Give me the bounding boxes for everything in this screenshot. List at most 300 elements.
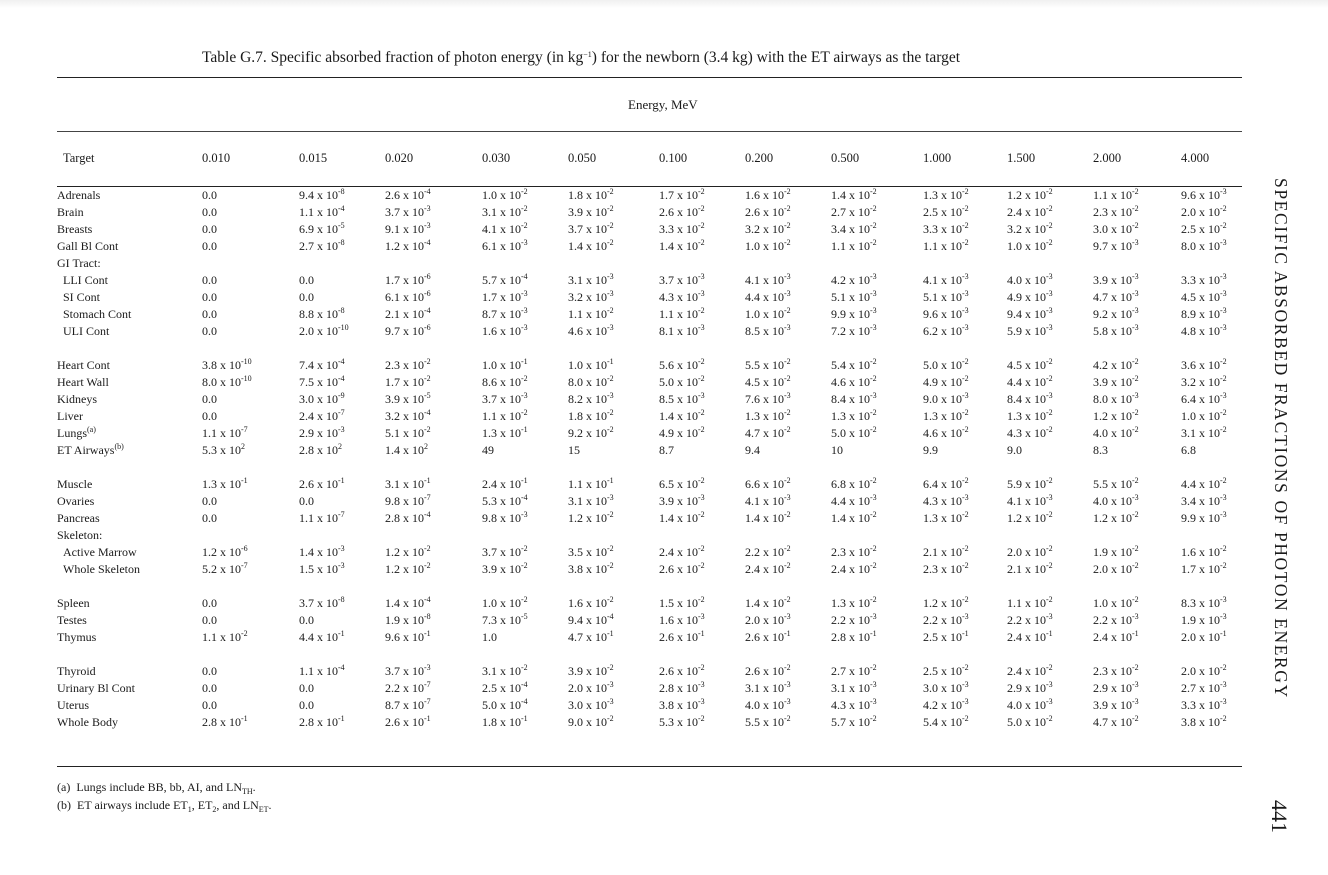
value-cell: 2.0 x $10^{-1}$ [1181,629,1227,644]
energy-column-header: 0.020 [385,151,414,165]
energy-column-header: 0.500 [831,151,860,165]
value-cell: 0.0 [299,613,314,627]
value-cell: 3.3 x $10^{-2}$ [659,221,705,236]
value-cell: 5.9 x $10^{-3}$ [1007,323,1053,338]
value-cell: 2.5 x $10^{-4}$ [482,680,528,695]
value-cell: 1.7 x $10^{-2}$ [1181,561,1227,576]
value-cell: 2.6 x $10^{-2}$ [745,663,791,678]
value-cell: 0.0 [202,273,217,287]
value-cell: 4.4 x $10^{-3}$ [831,493,877,508]
value-cell: 0.0 [299,698,314,712]
value-cell: 8.4 x $10^{-3}$ [831,391,877,406]
value-cell: 1.3 x $10^{-2}$ [923,510,969,525]
table-caption: Table G.7. Specific absorbed fraction of photon energy (in $kg^{-1}$) for the newborn (3.4 kg) with the ET airways as the target [202,49,961,66]
value-cell: 3.9 x $10^{-2}$ [568,204,614,219]
row-label: Pancreas [57,511,100,525]
value-cell: 9.6 x $10^{-3}$ [923,306,969,321]
row-label: Breasts [57,222,93,236]
value-cell: 3.0 x $10^{-2}$ [1093,221,1139,236]
value-cell: 5.1 x $10^{-2}$ [385,425,431,440]
row-label: Urinary Bl Cont [57,681,135,695]
value-cell: 1.3 x $10^{-2}$ [923,408,969,423]
value-cell: 1.2 x $10^{-2}$ [1007,510,1053,525]
table-row [57,408,1242,425]
value-cell: 8.0 x $10^{-10}$ [202,374,252,389]
footnote-b: (b) ET airways include $ET_1$, $ET_2$, and $LN_{ET}$. [57,798,272,814]
energy-column-header: 4.000 [1181,151,1210,165]
value-cell: 8.3 x $10^{-3}$ [1181,595,1227,610]
value-cell: 1.2 x $10^{-2}$ [1093,510,1139,525]
value-cell: 3.7 x $10^{-3}$ [482,391,528,406]
value-cell: 3.7 x $10^{-2}$ [568,221,614,236]
value-cell: 3.1 x $10^{-2}$ [482,663,528,678]
footnote-ref: (a) [87,425,96,434]
value-cell: 9.8 x $10^{-7}$ [385,493,431,508]
table-row [57,374,1242,391]
value-cell: 1.5 x $10^{-2}$ [659,595,705,610]
value-cell: 9.7 x $10^{-3}$ [1093,238,1139,253]
energy-column-header: 0.010 [202,151,231,165]
value-cell: 4.1 x $10^{-3}$ [923,272,969,287]
value-cell: 2.5 x $10^{-2}$ [1181,221,1227,236]
value-cell: 0.0 [202,205,217,219]
value-cell: 5.6 x $10^{-2}$ [659,357,705,372]
table-row [57,561,1242,578]
value-cell: 0.0 [202,324,217,338]
value-cell: 1.1 x $10^{-2}$ [482,408,528,423]
value-cell: 0.0 [202,307,217,321]
value-cell: 1.1 x $10^{-7}$ [202,425,248,440]
value-cell: 3.7 x $10^{-8}$ [299,595,345,610]
value-cell: 8.5 x $10^{-3}$ [745,323,791,338]
table-row [57,714,1242,731]
value-cell: 5.1 x $10^{-3}$ [831,289,877,304]
table-row [57,425,1242,442]
value-cell: 0.0 [202,698,217,712]
value-cell: 2.5 x $10^{-1}$ [923,629,969,644]
table-row [57,680,1242,697]
footnote-ref: (b) [114,442,124,451]
value-cell: 1.2 x $10^{-2}$ [568,510,614,525]
value-cell: 0.0 [202,392,217,406]
value-cell: 1.4 x $10^{-4}$ [385,595,431,610]
value-cell: 1.1 x $10^{-2}$ [1007,595,1053,610]
value-cell: 1.1 x $10^{-2}$ [659,306,705,321]
value-cell: 4.7 x $10^{-1}$ [568,629,614,644]
value-cell: 3.1 x $10^{-3}$ [568,493,614,508]
row-label: SI Cont [63,290,101,304]
value-cell: 4.6 x $10^{-2}$ [923,425,969,440]
value-cell: 2.3 x $10^{-2}$ [923,561,969,576]
value-cell: 3.5 x $10^{-2}$ [568,544,614,559]
table-row [57,255,1242,272]
spacer-row [57,340,1242,357]
energy-column-header: 0.100 [659,151,688,165]
value-cell: 9.9 x $10^{-3}$ [831,306,877,321]
value-cell: 1.9 x $10^{-2}$ [1093,544,1139,559]
value-cell: 2.4 x $10^{-1}$ [1007,629,1053,644]
row-label: Brain [57,205,84,219]
value-cell: 4.9 x $10^{-2}$ [923,374,969,389]
value-cell: 9.7 x $10^{-6}$ [385,323,431,338]
value-cell: 9.0 [1007,443,1022,457]
row-label: Spleen [57,596,90,610]
value-cell: 4.0 x $10^{-3}$ [745,697,791,712]
value-cell: 0.0 [202,613,217,627]
value-cell: 1.3 x $10^{-1}$ [202,476,248,491]
value-cell: 0.0 [202,664,217,678]
value-cell: 7.6 x $10^{-3}$ [745,391,791,406]
value-cell: 2.8 x $10^{-1}$ [299,714,345,729]
value-cell: 2.9 x $10^{-3}$ [1093,680,1139,695]
absorbed-fraction-table [57,147,1242,731]
value-cell: 1.2 x $10^{-2}$ [385,561,431,576]
value-cell: 1.2 x $10^{-2}$ [1007,187,1053,202]
table-row [57,391,1242,408]
row-label: Skeleton: [57,528,103,542]
table-row [57,272,1242,289]
scan-edge [0,0,1328,8]
value-cell: 1.4 x $10^{-3}$ [299,544,345,559]
row-label: ULI Cont [63,324,110,338]
value-cell: 1.4 x $10^{-2}$ [659,238,705,253]
row-label: Heart Wall [57,375,109,389]
value-cell: 1.6 x $10^{-2}$ [745,187,791,202]
value-cell: 6.8 x $10^{-2}$ [831,476,877,491]
value-cell: 1.3 x $10^{-2}$ [745,408,791,423]
value-cell: 0.0 [202,511,217,525]
energy-column-header: 0.050 [568,151,597,165]
value-cell: 1.2 x $10^{-4}$ [385,238,431,253]
table-row [57,221,1242,238]
value-cell: 8.1 x $10^{-3}$ [659,323,705,338]
value-cell: 4.0 x $10^{-3}$ [1093,493,1139,508]
value-cell: 7.4 x $10^{-4}$ [299,357,345,372]
value-cell: 5.8 x $10^{-3}$ [1093,323,1139,338]
row-label: Kidneys [57,392,97,406]
value-cell: 0.0 [299,273,314,287]
value-cell: 5.0 x $10^{-2}$ [923,357,969,372]
table-row [57,323,1242,340]
value-cell: 1.0 x $10^{-2}$ [745,238,791,253]
value-cell: 6.1 x $10^{-3}$ [482,238,528,253]
value-cell: 2.7 x $10^{-8}$ [299,238,345,253]
value-cell: 9.8 x $10^{-3}$ [482,510,528,525]
value-cell: 8.0 x $10^{-3}$ [1181,238,1227,253]
value-cell: 2.9 x $10^{-3}$ [1007,680,1053,695]
row-label: Whole Body [57,715,118,729]
value-cell: 6.4 x $10^{-3}$ [1181,391,1227,406]
value-cell: 6.9 x $10^{-5}$ [299,221,345,236]
value-cell: 3.2 x $10^{-2}$ [745,221,791,236]
value-cell: 2.0 x $10^{-2}$ [1181,663,1227,678]
value-cell: 2.6 x $10^{-2}$ [659,561,705,576]
table-row [57,204,1242,221]
value-cell: 1.1 x $10^{-7}$ [299,510,345,525]
value-cell: 15 [568,443,580,457]
table-row [57,289,1242,306]
value-cell: 3.0 x $10^{-9}$ [299,391,345,406]
value-cell: 1.4 x $10^{-2}$ [831,510,877,525]
energy-column-header: 0.200 [745,151,774,165]
energy-column-header: 1.500 [1007,151,1036,165]
value-cell: 3.8 x $10^{-2}$ [568,561,614,576]
value-cell: 2.8 x $10^{-1}$ [831,629,877,644]
energy-column-header: 0.015 [299,151,328,165]
row-label: Ovaries [57,494,95,508]
value-cell: 5.0 x $10^{-4}$ [482,697,528,712]
value-cell: 5.0 x $10^{-2}$ [659,374,705,389]
value-cell: 3.9 x $10^{-3}$ [1093,272,1139,287]
value-cell: 1.3 x $10^{-2}$ [831,408,877,423]
value-cell: 1.6 x $10^{-2}$ [568,595,614,610]
row-label: Adrenals [57,188,101,202]
value-cell: 2.8 x $10^{-3}$ [659,680,705,695]
value-cell: 2.7 x $10^{-2}$ [831,663,877,678]
value-cell: 2.2 x $10^{-3}$ [831,612,877,627]
value-cell: 2.1 x $10^{-2}$ [1007,561,1053,576]
value-cell: 2.5 x $10^{-2}$ [923,204,969,219]
value-cell: 1.4 x $10^{-2}$ [659,510,705,525]
value-cell: 0.0 [202,681,217,695]
value-cell: 5.5 x $10^{-2}$ [1093,476,1139,491]
value-cell: 8.7 [659,443,674,457]
row-label: Stomach Cont [63,307,132,321]
value-cell: 2.6 x $10^{-1}$ [299,476,345,491]
value-cell: 1.6 x $10^{-2}$ [1181,544,1227,559]
value-cell: 3.4 x $10^{-2}$ [831,221,877,236]
value-cell: 9.0 x $10^{-3}$ [923,391,969,406]
value-cell: 4.7 x $10^{-3}$ [1093,289,1139,304]
value-cell: 4.9 x $10^{-2}$ [659,425,705,440]
value-cell: 4.4 x $10^{-3}$ [745,289,791,304]
value-cell: 9.6 x $10^{-3}$ [1181,187,1227,202]
value-cell: 5.0 x $10^{-2}$ [1007,714,1053,729]
value-cell: 3.1 x $10^{-2}$ [482,204,528,219]
value-cell: 0.0 [202,290,217,304]
value-cell: 1.7 x $10^{-3}$ [482,289,528,304]
value-cell: 9.6 x $10^{-1}$ [385,629,431,644]
value-cell: 4.0 x $10^{-3}$ [1007,697,1053,712]
value-cell: 1.0 x $10^{-2}$ [745,306,791,321]
value-cell: 1.4 x $10^{-2}$ [568,238,614,253]
value-cell: 3.8 x $10^{-2}$ [1181,714,1227,729]
value-cell: 2.3 x $10^{-2}$ [831,544,877,559]
value-cell: 5.5 x $10^{-2}$ [745,714,791,729]
value-cell: 4.0 x $10^{-3}$ [1007,272,1053,287]
value-cell: 2.8 x $10^2$ [299,442,342,457]
value-cell: 5.4 x $10^{-2}$ [831,357,877,372]
value-cell: 4.8 x $10^{-3}$ [1181,323,1227,338]
value-cell: 3.1 x $10^{-1}$ [385,476,431,491]
table-row [57,629,1242,646]
value-cell: 1.0 x $10^{-2}$ [482,595,528,610]
table-row [57,442,1242,459]
value-cell: 2.6 x $10^{-1}$ [385,714,431,729]
value-cell: 2.1 x $10^{-4}$ [385,306,431,321]
value-cell: 3.7 x $10^{-2}$ [482,544,528,559]
value-cell: 1.7 x $10^{-6}$ [385,272,431,287]
energy-column-header: 0.030 [482,151,511,165]
value-cell: 5.7 x $10^{-2}$ [831,714,877,729]
value-cell: 2.1 x $10^{-2}$ [923,544,969,559]
table-row [57,476,1242,493]
value-cell: 9.4 [745,443,760,457]
value-cell: 3.2 x $10^{-4}$ [385,408,431,423]
bottom-rule [57,766,1242,767]
running-head: SPECIFIC ABSORBED FRACTIONS OF PHOTON ENERGY [1271,178,1291,699]
value-cell: 2.4 x $10^{-2}$ [659,544,705,559]
value-cell: 9.1 x $10^{-3}$ [385,221,431,236]
value-cell: 5.3 x $10^{-2}$ [659,714,705,729]
value-cell: 5.4 x $10^{-2}$ [923,714,969,729]
value-cell: 2.2 x $10^{-3}$ [1093,612,1139,627]
row-label: GI Tract: [57,256,101,270]
value-cell: 3.2 x $10^{-2}$ [1181,374,1227,389]
value-cell: 4.3 x $10^{-3}$ [659,289,705,304]
row-label: Gall Bl Cont [57,239,119,253]
value-cell: 3.9 x $10^{-5}$ [385,391,431,406]
value-cell: 7.3 x $10^{-5}$ [482,612,528,627]
value-cell: 2.3 x $10^{-2}$ [1093,663,1139,678]
value-cell: 1.0 [482,630,497,644]
value-cell: 4.3 x $10^{-3}$ [831,697,877,712]
value-cell: 5.3 x $10^2$ [202,442,245,457]
value-cell: 1.1 x $10^{-4}$ [299,204,345,219]
value-cell: 1.1 x $10^{-2}$ [568,306,614,321]
value-cell: 8.0 x $10^{-3}$ [1093,391,1139,406]
value-cell: 2.0 x $10^{-10}$ [299,323,349,338]
value-cell: 2.0 x $10^{-2}$ [1007,544,1053,559]
value-cell: 2.6 x $10^{-2}$ [659,204,705,219]
value-cell: 1.0 x $10^{-1}$ [568,357,614,372]
value-cell: 3.9 x $10^{-3}$ [659,493,705,508]
value-cell: 9.4 x $10^{-3}$ [1007,306,1053,321]
row-label: Heart Cont [57,358,110,372]
value-cell: 2.4 x $10^{-2}$ [1007,204,1053,219]
value-cell: 0.0 [299,681,314,695]
value-cell: 9.9 [923,443,938,457]
spacer-row [57,578,1242,595]
value-cell: 3.9 x $10^{-3}$ [1093,697,1139,712]
value-cell: 1.2 x $10^{-2}$ [385,544,431,559]
value-cell: 3.9 x $10^{-2}$ [568,663,614,678]
value-cell: 2.3 x $10^{-2}$ [385,357,431,372]
row-label: Thyroid [57,664,96,678]
value-cell: 3.8 x $10^{-10}$ [202,357,252,372]
value-cell: 2.4 x $10^{-7}$ [299,408,345,423]
value-cell: 3.3 x $10^{-3}$ [1181,272,1227,287]
value-cell: 1.0 x $10^{-2}$ [1007,238,1053,253]
value-cell: 2.6 x $10^{-2}$ [659,663,705,678]
row-label: Thymus [57,630,97,644]
value-cell: 1.8 x $10^{-2}$ [568,187,614,202]
footnote-a: (a) Lungs include BB, bb, AI, and $LN_{TH}$. [57,780,256,796]
value-cell: 8.5 x $10^{-3}$ [659,391,705,406]
value-cell: 3.3 x $10^{-3}$ [1181,697,1227,712]
value-cell: 4.1 x $10^{-3}$ [745,493,791,508]
value-cell: 3.1 x $10^{-3}$ [745,680,791,695]
value-cell: 9.9 x $10^{-3}$ [1181,510,1227,525]
spacer-row [57,646,1242,663]
value-cell: 2.4 x $10^{-1}$ [1093,629,1139,644]
value-cell: 49 [482,443,494,457]
table-row [57,697,1242,714]
value-cell: 9.0 x $10^{-2}$ [568,714,614,729]
value-cell: 4.2 x $10^{-3}$ [831,272,877,287]
value-cell: 6.2 x $10^{-3}$ [923,323,969,338]
table-row [57,187,1242,204]
value-cell: 5.0 x $10^{-2}$ [831,425,877,440]
value-cell: 4.4 x $10^{-1}$ [299,629,345,644]
value-cell: 5.1 x $10^{-3}$ [923,289,969,304]
value-cell: 2.2 x $10^{-2}$ [745,544,791,559]
value-cell: 5.9 x $10^{-2}$ [1007,476,1053,491]
value-cell: 0.0 [202,239,217,253]
value-cell: 0.0 [202,596,217,610]
value-cell: 0.0 [202,494,217,508]
value-cell: 3.4 x $10^{-3}$ [1181,493,1227,508]
value-cell: 1.3 x $10^{-2}$ [923,187,969,202]
value-cell: 5.2 x $10^{-7}$ [202,561,248,576]
value-cell: 4.2 x $10^{-3}$ [923,697,969,712]
value-cell: 2.6 x $10^{-4}$ [385,187,431,202]
value-cell: 3.1 x $10^{-2}$ [1181,425,1227,440]
table-row [57,238,1242,255]
value-cell: 1.4 x $10^{-2}$ [659,408,705,423]
target-column-header: Target [63,151,95,165]
value-cell: 1.1 x $10^{-2}$ [831,238,877,253]
value-cell: 3.1 x $10^{-3}$ [831,680,877,695]
value-cell: 3.2 x $10^{-2}$ [1007,221,1053,236]
value-cell: 8.3 [1093,443,1108,457]
value-cell: 2.0 x $10^{-3}$ [745,612,791,627]
value-cell: 2.4 x $10^{-2}$ [831,561,877,576]
value-cell: 2.7 x $10^{-2}$ [831,204,877,219]
value-cell: 2.6 x $10^{-1}$ [659,629,705,644]
value-cell: 7.2 x $10^{-3}$ [831,323,877,338]
table-row [57,527,1242,544]
value-cell: 5.5 x $10^{-2}$ [745,357,791,372]
value-cell: 1.4 x $10^2$ [385,442,428,457]
value-cell: 2.4 x $10^{-2}$ [1007,663,1053,678]
value-cell: 2.2 x $10^{-3}$ [1007,612,1053,627]
value-cell: 4.3 x $10^{-2}$ [1007,425,1053,440]
value-cell: 2.3 x $10^{-2}$ [1093,204,1139,219]
value-cell: 6.8 [1181,443,1196,457]
value-cell: 6.4 x $10^{-2}$ [923,476,969,491]
value-cell: 3.0 x $10^{-3}$ [568,697,614,712]
table-row [57,612,1242,629]
value-cell: 3.9 x $10^{-2}$ [482,561,528,576]
value-cell: 4.1 x $10^{-2}$ [482,221,528,236]
table-body [57,170,1242,731]
value-cell: 8.4 x $10^{-3}$ [1007,391,1053,406]
value-cell: 1.1 x $10^{-2}$ [923,238,969,253]
value-cell: 4.0 x $10^{-2}$ [1093,425,1139,440]
header-row [57,147,1242,170]
value-cell: 1.2 x $10^{-6}$ [202,544,248,559]
value-cell: 2.2 x $10^{-7}$ [385,680,431,695]
row-label: Whole Skeleton [63,562,140,576]
value-cell: 1.8 x $10^{-2}$ [568,408,614,423]
row-label: Muscle [57,477,93,491]
value-cell: 1.1 x $10^{-2}$ [202,629,248,644]
energy-rule [57,131,1242,132]
value-cell: 2.8 x $10^{-4}$ [385,510,431,525]
value-cell: 8.6 x $10^{-2}$ [482,374,528,389]
value-cell: 2.0 x $10^{-2}$ [1093,561,1139,576]
